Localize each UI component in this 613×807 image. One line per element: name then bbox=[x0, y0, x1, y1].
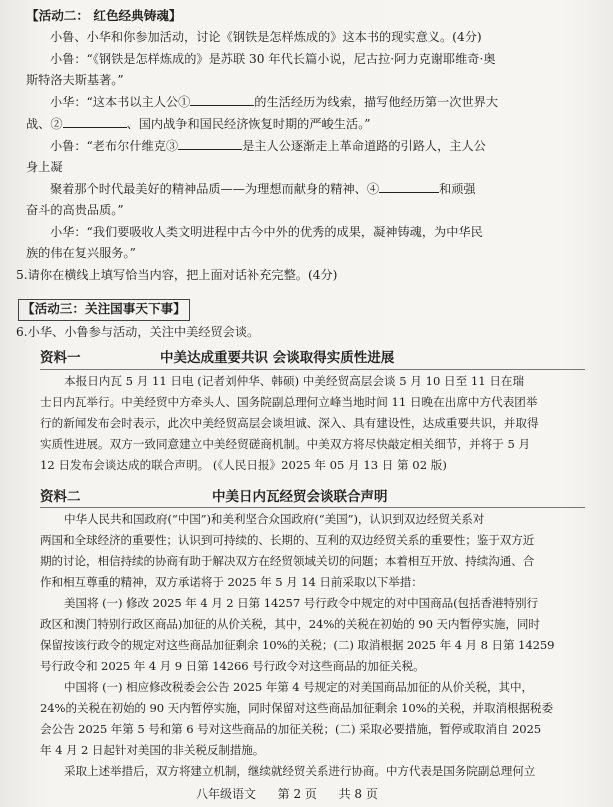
material1-line: 行的新闻发布会时表示，此次中美经贸高层会谈坦诚、深入、具有建设性，达成重要共识，并取得 bbox=[40, 416, 539, 430]
material1-line: 本报日内瓦 5 月 11 日电 (记者刘仲华、韩硕) 中美经贸高层会谈 5 月 10 日至 11 日在瑞 bbox=[64, 374, 525, 388]
material2-title: 中美日内瓦经贸会谈联合声明 bbox=[212, 489, 388, 505]
material1-line: 实质性进展。双方一致同意建立中美经贸磋商机制。中美双方将尽快敲定相关细节，并将于 5 月 bbox=[40, 437, 531, 451]
dialogue-text: 战、② bbox=[26, 117, 63, 131]
dialogue-text: 、国内战争和国民经济恢复时期的严峻生活。” bbox=[126, 117, 371, 131]
dialogue-lu-1a: 小鲁：“《钢铁是怎样炼成的》是苏联 30 年代长篇小说，尼古拉·阿力克谢耶维奇·奥 bbox=[50, 52, 496, 66]
activity2-header: 【活动二： 红色经典铸魂】 bbox=[26, 8, 182, 23]
material2-line: 保留按该行政令的规定对这些商品加征剩余 10%的关税；(二) 取消根据 2025 年 4 月 8 日第 14259 bbox=[40, 638, 555, 652]
material1-line: 士日内瓦举行。中美经贸中方牵头人、国务院副总理何立峰当地时间 11 日晚在出席中方代表团举 bbox=[40, 395, 538, 409]
dialogue-text: 小鲁：“老布尔什维克③ bbox=[50, 139, 179, 153]
dialogue-lu-2d: 奋斗的高贵品质。” bbox=[26, 203, 124, 217]
answer-blank-4[interactable] bbox=[379, 179, 439, 193]
material2-line: 24%的关税在初始的 90 天内暂停实施，同时保留对这些商品加征剩余 10%的关税，并取消根据税委 bbox=[40, 701, 554, 715]
activity2-intro: 小鲁、小华和你参加活动，讨论《钢铁是怎样炼成的》这本书的现实意义。(4分) bbox=[50, 30, 482, 44]
footer-page: 第 2 页 bbox=[277, 787, 317, 801]
material1-line: 12 日发布会谈达成的联合声明。 (《人民日报》2025 年 05 月 13 日 第 02 版) bbox=[40, 458, 447, 472]
footer bbox=[196, 784, 378, 804]
dialogue-text: 是主人公逐渐走上革命道路的引路人，主人公 bbox=[242, 139, 486, 153]
footer-total: 共 8 页 bbox=[338, 787, 378, 801]
question-5: 5.请你在横线上填写恰当内容，把上面对话补充完整。(4分) bbox=[16, 268, 338, 282]
material2-line: 中华人民共和国政府(“中国”)和美利坚合众国政府(“美国”)，认识到双边经贸关系对 bbox=[64, 512, 485, 526]
dialogue-lu-2c bbox=[50, 179, 476, 199]
dialogue-lu-2b: 身上凝 bbox=[26, 160, 63, 174]
material2-line: 期的讨论，相信持续的协商有助于解决双方在经贸领域关切的问题；本着相互开放、持续沟通、合 bbox=[40, 554, 535, 568]
material1-label: 资料一 bbox=[40, 350, 81, 366]
dialogue-hua-2a: 小华：“我们要吸收人类文明进程中古今中外的优秀的成果，凝神铸魂，为中华民 bbox=[50, 225, 483, 239]
dialogue-hua-1b bbox=[26, 114, 370, 134]
dialogue-lu-2a bbox=[50, 136, 486, 156]
footer-subject: 八年级语文 bbox=[196, 787, 257, 801]
dialogue-text: 和顽强 bbox=[439, 182, 476, 196]
material2-line: 会公告 2025 年第 5 号和第 6 号对这些商品的加征关税；(二) 采取必要措施，暂停或取消自 2025 bbox=[40, 722, 542, 736]
material2-line: 采取上述举措后，双方将建立机制，继续就经贸关系进行协商。中方代表是国务院副总理何立 bbox=[64, 764, 536, 778]
answer-blank-1[interactable] bbox=[190, 92, 254, 106]
dialogue-text: 的生活经历为线索，描写他经历第一次世界大 bbox=[254, 95, 499, 109]
material2-label: 资料二 bbox=[40, 489, 81, 505]
material2-line: 中国将 (一) 相应修改税委会公告 2025 年第 4 号规定的对美国商品加征的从价关税，其中， bbox=[64, 680, 534, 694]
answer-blank-3[interactable] bbox=[178, 136, 242, 150]
dialogue-hua-2b: 族的伟在复兴服务。” bbox=[26, 246, 136, 260]
material2-line: 年 4 月 2 日起针对美国的非关税反制措施。 bbox=[40, 743, 265, 757]
material2-line: 号行政令和 2025 年 4 月 9 日第 14266 号行政令对这些商品的加征关税。 bbox=[40, 659, 425, 673]
activity3-header: 【活动三：关注国事天下事】 bbox=[22, 301, 186, 316]
dialogue-hua-1a bbox=[50, 92, 498, 112]
material2-line: 作和相互尊重的精神，双方承诺将于 2025 年 5 月 14 日前采取以下举措： bbox=[40, 575, 423, 589]
question-6: 6.小华、小鲁参与活动，关注中美经贸会谈。 bbox=[16, 325, 260, 339]
material2-divider bbox=[40, 507, 585, 508]
material1-title: 中美达成重要共识 会谈取得实质性进展 bbox=[160, 350, 395, 366]
material2-line: 两国和全球经济的重要性；认识到可持续的、长期的、互利的双边经贸关系的重要性；鉴于双方近 bbox=[40, 533, 535, 547]
dialogue-text: 聚着那个时代最美好的精神品质——为理想而献身的精神、④ bbox=[50, 182, 380, 196]
material2-line: 政区和澳门特别行政区商品)加征的从价关税，其中，24%的关税在初始的 90 天内暂停实施，同时 bbox=[40, 617, 540, 631]
material1-divider bbox=[40, 369, 585, 370]
dialogue-text: 小华：“这本书以主人公① bbox=[50, 95, 191, 109]
material2-line: 美国将 (一) 修改 2025 年 4 月 2 日第 14257 号行政令中规定的对中国商品(包括香港特别行 bbox=[64, 596, 538, 610]
dialogue-lu-1b: 斯特洛夫斯基著。” bbox=[26, 73, 124, 87]
answer-blank-2[interactable] bbox=[63, 114, 127, 128]
